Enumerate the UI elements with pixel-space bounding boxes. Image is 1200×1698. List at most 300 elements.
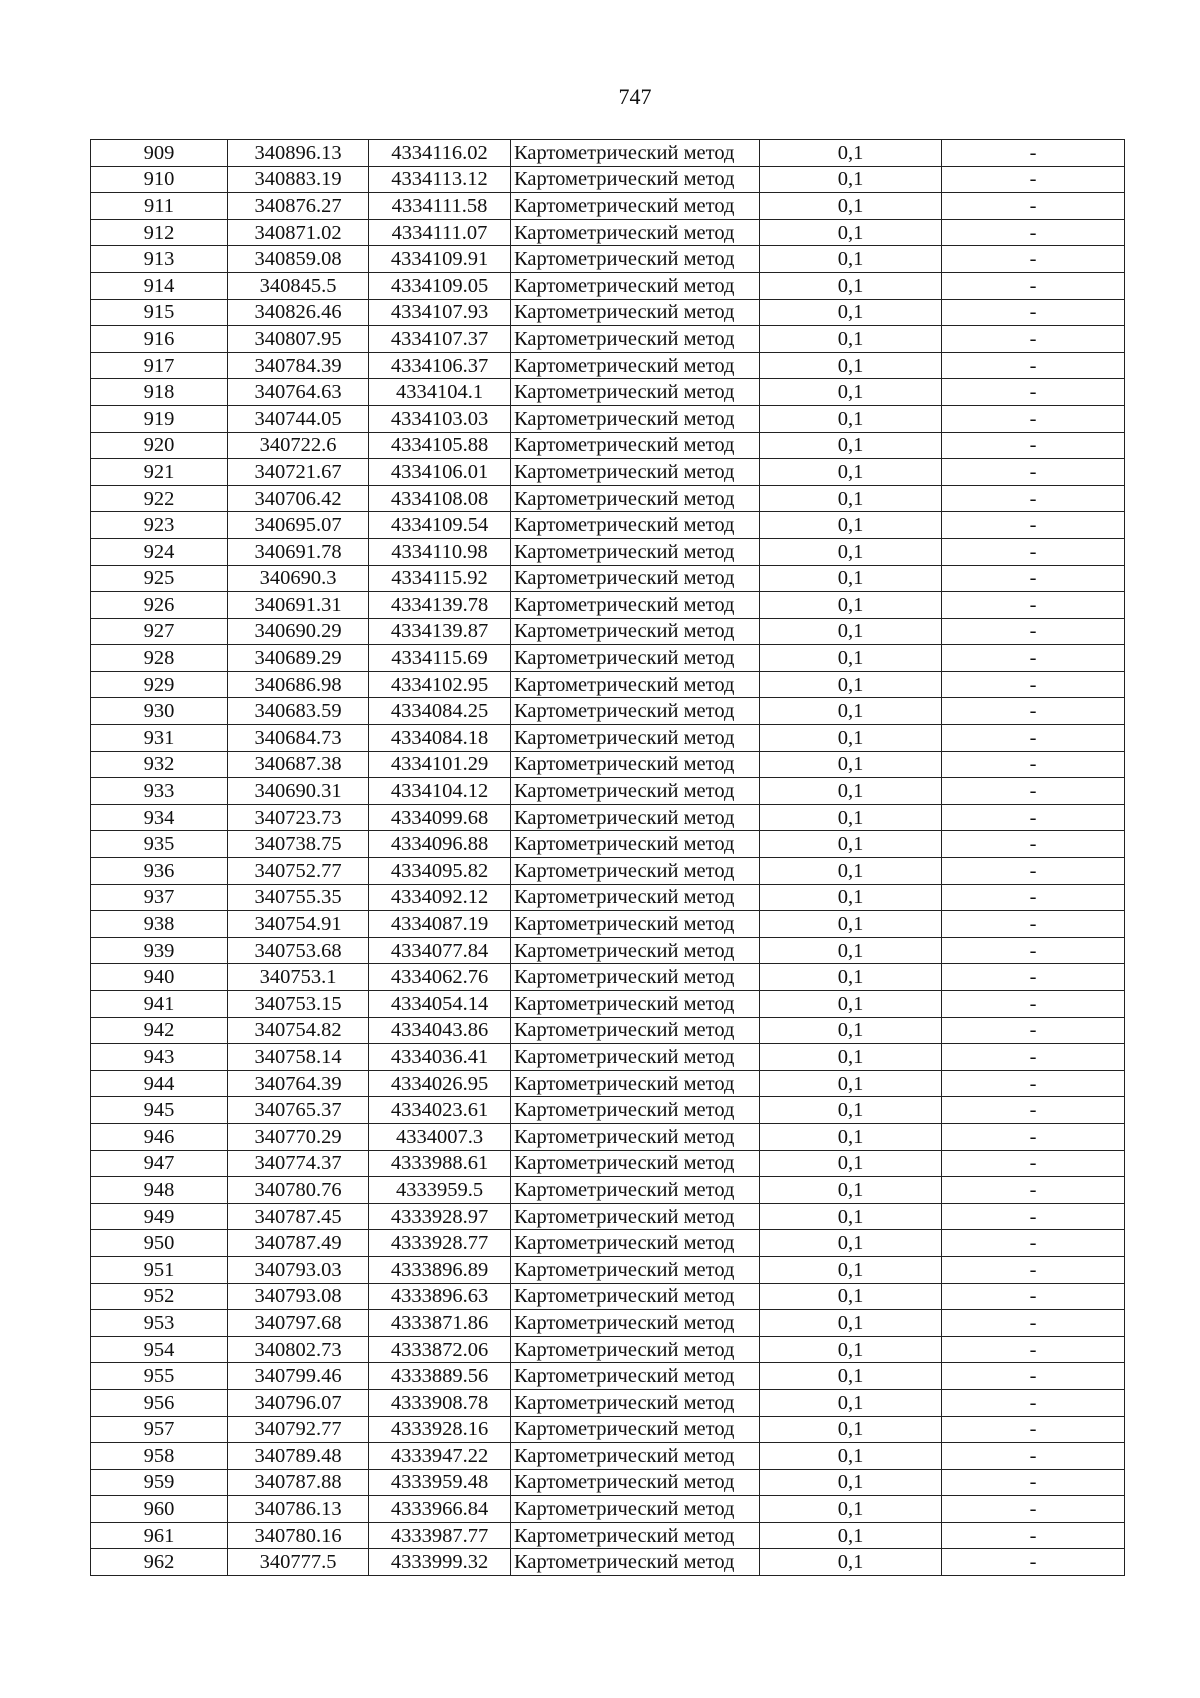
table-row: [91, 299, 1125, 326]
y-coordinate-cell: 4333966.84: [369, 1496, 511, 1523]
x-coordinate-cell: 340753.1: [228, 964, 369, 991]
accuracy-cell: 0,1: [760, 326, 942, 353]
accuracy-cell: 0,1: [760, 538, 942, 565]
note-cell: -: [942, 1310, 1125, 1337]
table-row: [91, 1310, 1125, 1337]
x-coordinate-cell: 340723.73: [228, 804, 369, 831]
x-coordinate-cell: 340787.88: [228, 1469, 369, 1496]
note-cell: -: [942, 326, 1125, 353]
y-coordinate-cell: 4334111.58: [369, 193, 511, 220]
y-coordinate-cell: 4334101.29: [369, 751, 511, 778]
x-coordinate-cell: 340752.77: [228, 858, 369, 885]
x-coordinate-cell: 340789.48: [228, 1443, 369, 1470]
method-cell: Картометрический метод: [511, 804, 760, 831]
accuracy-cell: 0,1: [760, 804, 942, 831]
table-row: [91, 991, 1125, 1018]
method-cell: Картометрический метод: [511, 193, 760, 220]
method-cell: Картометрический метод: [511, 272, 760, 299]
method-cell: Картометрический метод: [511, 1203, 760, 1230]
point-number-cell: 957: [91, 1416, 228, 1443]
note-cell: -: [942, 804, 1125, 831]
note-cell: -: [942, 1203, 1125, 1230]
coordinates-table-body: [91, 140, 1125, 1576]
note-cell: -: [942, 352, 1125, 379]
point-number-cell: 927: [91, 618, 228, 645]
table-row: [91, 1177, 1125, 1204]
method-cell: Картометрический метод: [511, 1070, 760, 1097]
table-row: [91, 272, 1125, 299]
note-cell: -: [942, 1416, 1125, 1443]
x-coordinate-cell: 340796.07: [228, 1389, 369, 1416]
note-cell: -: [942, 299, 1125, 326]
table-row: [91, 1097, 1125, 1124]
point-number-cell: 917: [91, 352, 228, 379]
note-cell: -: [942, 485, 1125, 512]
x-coordinate-cell: 340780.76: [228, 1177, 369, 1204]
x-coordinate-cell: 340683.59: [228, 698, 369, 725]
point-number-cell: 962: [91, 1549, 228, 1576]
point-number-cell: 946: [91, 1123, 228, 1150]
method-cell: Картометрический метод: [511, 1469, 760, 1496]
table-row: [91, 1256, 1125, 1283]
note-cell: -: [942, 1336, 1125, 1363]
point-number-cell: 928: [91, 645, 228, 672]
table-row: [91, 911, 1125, 938]
table-row: [91, 1363, 1125, 1390]
point-number-cell: 937: [91, 884, 228, 911]
note-cell: -: [942, 937, 1125, 964]
accuracy-cell: 0,1: [760, 1310, 942, 1337]
method-cell: Картометрический метод: [511, 1549, 760, 1576]
table-row: [91, 1150, 1125, 1177]
point-number-cell: 961: [91, 1522, 228, 1549]
y-coordinate-cell: 4334036.41: [369, 1044, 511, 1071]
point-number-cell: 914: [91, 272, 228, 299]
table-row: [91, 1230, 1125, 1257]
note-cell: -: [942, 991, 1125, 1018]
point-number-cell: 944: [91, 1070, 228, 1097]
y-coordinate-cell: 4333988.61: [369, 1150, 511, 1177]
note-cell: -: [942, 751, 1125, 778]
note-cell: -: [942, 1496, 1125, 1523]
y-coordinate-cell: 4334116.02: [369, 140, 511, 167]
y-coordinate-cell: 4333987.77: [369, 1522, 511, 1549]
note-cell: -: [942, 1017, 1125, 1044]
table-row: [91, 1070, 1125, 1097]
method-cell: Картометрический метод: [511, 751, 760, 778]
method-cell: Картометрический метод: [511, 1044, 760, 1071]
point-number-cell: 932: [91, 751, 228, 778]
x-coordinate-cell: 340845.5: [228, 272, 369, 299]
x-coordinate-cell: 340721.67: [228, 459, 369, 486]
y-coordinate-cell: 4333928.16: [369, 1416, 511, 1443]
point-number-cell: 959: [91, 1469, 228, 1496]
y-coordinate-cell: 4334107.37: [369, 326, 511, 353]
point-number-cell: 915: [91, 299, 228, 326]
x-coordinate-cell: 340690.31: [228, 778, 369, 805]
y-coordinate-cell: 4333908.78: [369, 1389, 511, 1416]
method-cell: Картометрический метод: [511, 937, 760, 964]
table-row: [91, 1283, 1125, 1310]
table-row: [91, 1017, 1125, 1044]
accuracy-cell: 0,1: [760, 219, 942, 246]
point-number-cell: 911: [91, 193, 228, 220]
table-row: [91, 166, 1125, 193]
table-row: [91, 405, 1125, 432]
note-cell: -: [942, 1070, 1125, 1097]
accuracy-cell: 0,1: [760, 1177, 942, 1204]
x-coordinate-cell: 340799.46: [228, 1363, 369, 1390]
table-row: [91, 671, 1125, 698]
accuracy-cell: 0,1: [760, 618, 942, 645]
accuracy-cell: 0,1: [760, 1150, 942, 1177]
point-number-cell: 938: [91, 911, 228, 938]
accuracy-cell: 0,1: [760, 698, 942, 725]
y-coordinate-cell: 4333959.5: [369, 1177, 511, 1204]
accuracy-cell: 0,1: [760, 299, 942, 326]
y-coordinate-cell: 4334105.88: [369, 432, 511, 459]
x-coordinate-cell: 340797.68: [228, 1310, 369, 1337]
point-number-cell: 929: [91, 671, 228, 698]
note-cell: -: [942, 1522, 1125, 1549]
table-row: [91, 937, 1125, 964]
x-coordinate-cell: 340722.6: [228, 432, 369, 459]
point-number-cell: 912: [91, 219, 228, 246]
point-number-cell: 934: [91, 804, 228, 831]
method-cell: Картометрический метод: [511, 911, 760, 938]
note-cell: -: [942, 698, 1125, 725]
y-coordinate-cell: 4333889.56: [369, 1363, 511, 1390]
accuracy-cell: 0,1: [760, 193, 942, 220]
note-cell: -: [942, 884, 1125, 911]
y-coordinate-cell: 4334115.92: [369, 565, 511, 592]
y-coordinate-cell: 4334110.98: [369, 538, 511, 565]
table-row: [91, 485, 1125, 512]
accuracy-cell: 0,1: [760, 246, 942, 273]
y-coordinate-cell: 4333999.32: [369, 1549, 511, 1576]
point-number-cell: 920: [91, 432, 228, 459]
x-coordinate-cell: 340883.19: [228, 166, 369, 193]
accuracy-cell: 0,1: [760, 272, 942, 299]
x-coordinate-cell: 340684.73: [228, 725, 369, 752]
accuracy-cell: 0,1: [760, 405, 942, 432]
accuracy-cell: 0,1: [760, 884, 942, 911]
method-cell: Картометрический метод: [511, 858, 760, 885]
point-number-cell: 913: [91, 246, 228, 273]
x-coordinate-cell: 340896.13: [228, 140, 369, 167]
x-coordinate-cell: 340755.35: [228, 884, 369, 911]
point-number-cell: 948: [91, 1177, 228, 1204]
accuracy-cell: 0,1: [760, 1097, 942, 1124]
method-cell: Картометрический метод: [511, 645, 760, 672]
x-coordinate-cell: 340689.29: [228, 645, 369, 672]
x-coordinate-cell: 340754.91: [228, 911, 369, 938]
method-cell: Картометрический метод: [511, 778, 760, 805]
accuracy-cell: 0,1: [760, 991, 942, 1018]
y-coordinate-cell: 4333872.06: [369, 1336, 511, 1363]
note-cell: -: [942, 512, 1125, 539]
method-cell: Картометрический метод: [511, 1150, 760, 1177]
note-cell: -: [942, 1283, 1125, 1310]
accuracy-cell: 0,1: [760, 1256, 942, 1283]
accuracy-cell: 0,1: [760, 485, 942, 512]
y-coordinate-cell: 4334106.37: [369, 352, 511, 379]
point-number-cell: 925: [91, 565, 228, 592]
accuracy-cell: 0,1: [760, 858, 942, 885]
table-row: [91, 1443, 1125, 1470]
method-cell: Картометрический метод: [511, 1230, 760, 1257]
y-coordinate-cell: 4334111.07: [369, 219, 511, 246]
accuracy-cell: 0,1: [760, 1230, 942, 1257]
x-coordinate-cell: 340777.5: [228, 1549, 369, 1576]
x-coordinate-cell: 340793.08: [228, 1283, 369, 1310]
x-coordinate-cell: 340770.29: [228, 1123, 369, 1150]
point-number-cell: 941: [91, 991, 228, 1018]
table-row: [91, 778, 1125, 805]
method-cell: Картометрический метод: [511, 326, 760, 353]
note-cell: -: [942, 1097, 1125, 1124]
table-row: [91, 725, 1125, 752]
method-cell: Картометрический метод: [511, 964, 760, 991]
note-cell: -: [942, 246, 1125, 273]
method-cell: Картометрический метод: [511, 140, 760, 167]
note-cell: -: [942, 778, 1125, 805]
note-cell: -: [942, 725, 1125, 752]
x-coordinate-cell: 340784.39: [228, 352, 369, 379]
method-cell: Картометрический метод: [511, 512, 760, 539]
accuracy-cell: 0,1: [760, 964, 942, 991]
table-row: [91, 512, 1125, 539]
accuracy-cell: 0,1: [760, 432, 942, 459]
accuracy-cell: 0,1: [760, 379, 942, 406]
method-cell: Картометрический метод: [511, 379, 760, 406]
method-cell: Картометрический метод: [511, 1283, 760, 1310]
y-coordinate-cell: 4334084.25: [369, 698, 511, 725]
y-coordinate-cell: 4334106.01: [369, 459, 511, 486]
table-row: [91, 1123, 1125, 1150]
y-coordinate-cell: 4334108.08: [369, 485, 511, 512]
note-cell: -: [942, 1549, 1125, 1576]
method-cell: Картометрический метод: [511, 485, 760, 512]
table-row: [91, 1044, 1125, 1071]
x-coordinate-cell: 340792.77: [228, 1416, 369, 1443]
method-cell: Картометрический метод: [511, 991, 760, 1018]
y-coordinate-cell: 4334077.84: [369, 937, 511, 964]
x-coordinate-cell: 340690.29: [228, 618, 369, 645]
note-cell: -: [942, 1177, 1125, 1204]
point-number-cell: 950: [91, 1230, 228, 1257]
point-number-cell: 930: [91, 698, 228, 725]
method-cell: Картометрический метод: [511, 1443, 760, 1470]
y-coordinate-cell: 4333928.97: [369, 1203, 511, 1230]
accuracy-cell: 0,1: [760, 671, 942, 698]
table-row: [91, 1469, 1125, 1496]
table-row: [91, 1522, 1125, 1549]
table-row: [91, 459, 1125, 486]
note-cell: -: [942, 858, 1125, 885]
point-number-cell: 943: [91, 1044, 228, 1071]
method-cell: Картометрический метод: [511, 1416, 760, 1443]
accuracy-cell: 0,1: [760, 725, 942, 752]
method-cell: Картометрический метод: [511, 1097, 760, 1124]
x-coordinate-cell: 340765.37: [228, 1097, 369, 1124]
method-cell: Картометрический метод: [511, 352, 760, 379]
accuracy-cell: 0,1: [760, 459, 942, 486]
point-number-cell: 926: [91, 592, 228, 619]
page-number: 747: [618, 84, 652, 109]
point-number-cell: 936: [91, 858, 228, 885]
note-cell: -: [942, 618, 1125, 645]
accuracy-cell: 0,1: [760, 831, 942, 858]
method-cell: Картометрический метод: [511, 698, 760, 725]
table-row: [91, 193, 1125, 220]
accuracy-cell: 0,1: [760, 512, 942, 539]
table-row: [91, 884, 1125, 911]
y-coordinate-cell: 4334139.87: [369, 618, 511, 645]
table-row: [91, 698, 1125, 725]
method-cell: Картометрический метод: [511, 1177, 760, 1204]
accuracy-cell: 0,1: [760, 352, 942, 379]
point-number-cell: 945: [91, 1097, 228, 1124]
accuracy-cell: 0,1: [760, 1443, 942, 1470]
y-coordinate-cell: 4334113.12: [369, 166, 511, 193]
y-coordinate-cell: 4334023.61: [369, 1097, 511, 1124]
x-coordinate-cell: 340686.98: [228, 671, 369, 698]
accuracy-cell: 0,1: [760, 1070, 942, 1097]
method-cell: Картометрический метод: [511, 1522, 760, 1549]
point-number-cell: 935: [91, 831, 228, 858]
note-cell: -: [942, 193, 1125, 220]
y-coordinate-cell: 4334139.78: [369, 592, 511, 619]
accuracy-cell: 0,1: [760, 1203, 942, 1230]
table-row: [91, 326, 1125, 353]
method-cell: Картометрический метод: [511, 459, 760, 486]
y-coordinate-cell: 4334096.88: [369, 831, 511, 858]
method-cell: Картометрический метод: [511, 592, 760, 619]
note-cell: -: [942, 831, 1125, 858]
accuracy-cell: 0,1: [760, 911, 942, 938]
table-row: [91, 751, 1125, 778]
table-row: [91, 1336, 1125, 1363]
point-number-cell: 909: [91, 140, 228, 167]
method-cell: Картометрический метод: [511, 432, 760, 459]
table-row: [91, 565, 1125, 592]
accuracy-cell: 0,1: [760, 592, 942, 619]
table-row: [91, 1496, 1125, 1523]
point-number-cell: 916: [91, 326, 228, 353]
table-row: [91, 379, 1125, 406]
point-number-cell: 933: [91, 778, 228, 805]
method-cell: Картометрический метод: [511, 1017, 760, 1044]
table-row: [91, 352, 1125, 379]
x-coordinate-cell: 340687.38: [228, 751, 369, 778]
y-coordinate-cell: 4333959.48: [369, 1469, 511, 1496]
method-cell: Картометрический метод: [511, 405, 760, 432]
method-cell: Картометрический метод: [511, 1363, 760, 1390]
y-coordinate-cell: 4334087.19: [369, 911, 511, 938]
x-coordinate-cell: 340787.49: [228, 1230, 369, 1257]
note-cell: -: [942, 538, 1125, 565]
y-coordinate-cell: 4334007.3: [369, 1123, 511, 1150]
note-cell: -: [942, 166, 1125, 193]
x-coordinate-cell: 340764.39: [228, 1070, 369, 1097]
table-row: [91, 1389, 1125, 1416]
note-cell: -: [942, 219, 1125, 246]
point-number-cell: 942: [91, 1017, 228, 1044]
point-number-cell: 940: [91, 964, 228, 991]
accuracy-cell: 0,1: [760, 140, 942, 167]
accuracy-cell: 0,1: [760, 778, 942, 805]
coordinates-table: [90, 139, 1125, 1576]
note-cell: -: [942, 565, 1125, 592]
method-cell: Картометрический метод: [511, 884, 760, 911]
point-number-cell: 951: [91, 1256, 228, 1283]
y-coordinate-cell: 4334115.69: [369, 645, 511, 672]
note-cell: -: [942, 459, 1125, 486]
point-number-cell: 960: [91, 1496, 228, 1523]
note-cell: -: [942, 1256, 1125, 1283]
x-coordinate-cell: 340876.27: [228, 193, 369, 220]
x-coordinate-cell: 340780.16: [228, 1522, 369, 1549]
method-cell: Картометрический метод: [511, 1336, 760, 1363]
y-coordinate-cell: 4334092.12: [369, 884, 511, 911]
point-number-cell: 922: [91, 485, 228, 512]
point-number-cell: 924: [91, 538, 228, 565]
method-cell: Картометрический метод: [511, 565, 760, 592]
table-row: [91, 1203, 1125, 1230]
table-row: [91, 1549, 1125, 1576]
y-coordinate-cell: 4334026.95: [369, 1070, 511, 1097]
table-row: [91, 618, 1125, 645]
table-row: [91, 645, 1125, 672]
point-number-cell: 931: [91, 725, 228, 752]
method-cell: Картометрический метод: [511, 538, 760, 565]
method-cell: Картометрический метод: [511, 219, 760, 246]
method-cell: Картометрический метод: [511, 831, 760, 858]
accuracy-cell: 0,1: [760, 1336, 942, 1363]
table-row: [91, 592, 1125, 619]
point-number-cell: 949: [91, 1203, 228, 1230]
y-coordinate-cell: 4334103.03: [369, 405, 511, 432]
y-coordinate-cell: 4334099.68: [369, 804, 511, 831]
note-cell: -: [942, 1443, 1125, 1470]
table-row: [91, 1416, 1125, 1443]
point-number-cell: 952: [91, 1283, 228, 1310]
method-cell: Картометрический метод: [511, 725, 760, 752]
table-row: [91, 804, 1125, 831]
x-coordinate-cell: 340691.31: [228, 592, 369, 619]
point-number-cell: 954: [91, 1336, 228, 1363]
accuracy-cell: 0,1: [760, 937, 942, 964]
note-cell: -: [942, 1230, 1125, 1257]
note-cell: -: [942, 1389, 1125, 1416]
y-coordinate-cell: 4334084.18: [369, 725, 511, 752]
accuracy-cell: 0,1: [760, 1389, 942, 1416]
note-cell: -: [942, 140, 1125, 167]
y-coordinate-cell: 4334062.76: [369, 964, 511, 991]
y-coordinate-cell: 4334109.05: [369, 272, 511, 299]
note-cell: -: [942, 964, 1125, 991]
x-coordinate-cell: 340691.78: [228, 538, 369, 565]
y-coordinate-cell: 4333871.86: [369, 1310, 511, 1337]
accuracy-cell: 0,1: [760, 565, 942, 592]
accuracy-cell: 0,1: [760, 1017, 942, 1044]
method-cell: Картометрический метод: [511, 166, 760, 193]
method-cell: Картометрический метод: [511, 1256, 760, 1283]
table-row: [91, 219, 1125, 246]
note-cell: -: [942, 1150, 1125, 1177]
x-coordinate-cell: 340753.68: [228, 937, 369, 964]
